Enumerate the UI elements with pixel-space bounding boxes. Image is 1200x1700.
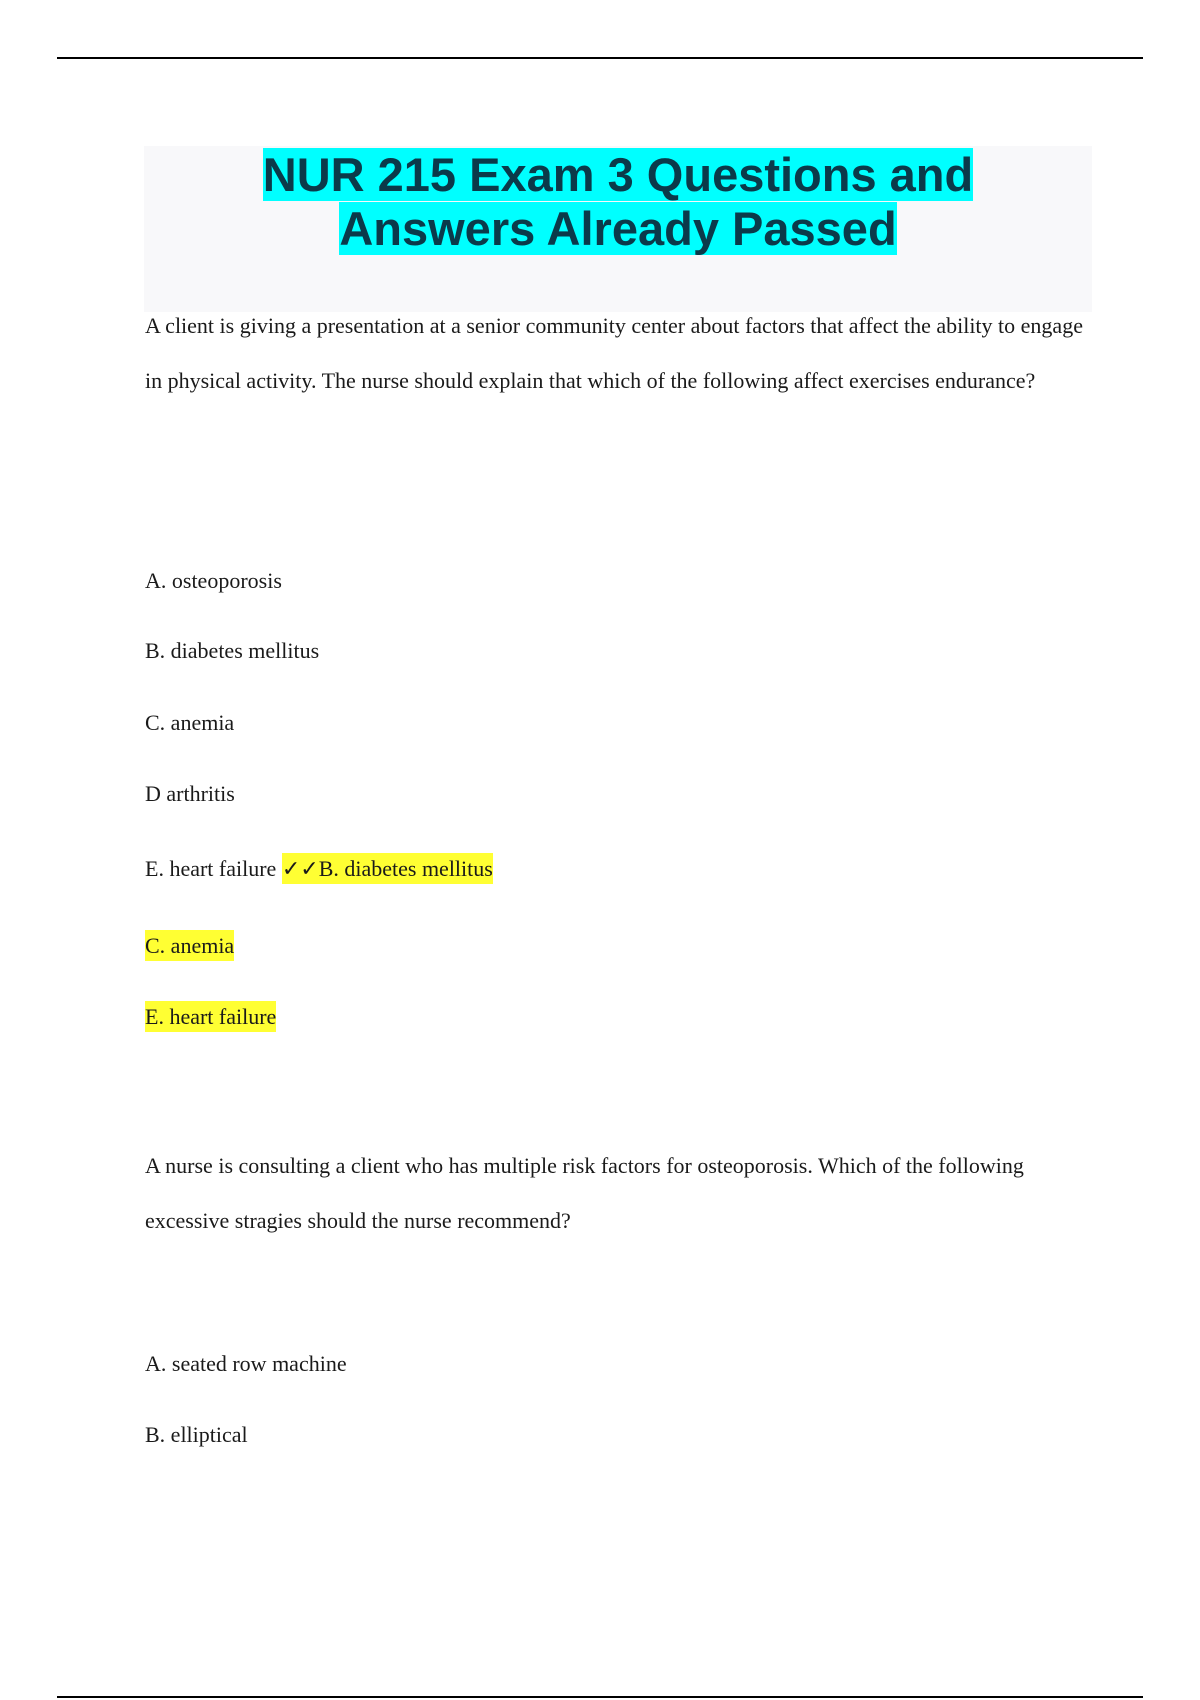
- answer-block-1: [282, 853, 493, 884]
- question-1-option-a: A. osteoporosis: [145, 568, 282, 593]
- question-1-prompt: A client is giving a presentation at a senior community center about factors that affect the ability to engage in physical activity. The nurse should explain that which of the following affect exercises endurance?: [145, 313, 1083, 393]
- answer-3: E. heart failure: [145, 1001, 276, 1032]
- question-1-option-e-line: [145, 856, 493, 882]
- title-line-1: NUR 215 Exam 3 Questions and: [262, 148, 974, 201]
- answer-2: C. anemia: [145, 930, 234, 961]
- answer-1: B. diabetes mellitus: [318, 856, 493, 881]
- header-rule: [57, 57, 1143, 59]
- footer-rule: [57, 1696, 1143, 1698]
- question-1-option-b: B. diabetes mellitus: [145, 638, 320, 663]
- answer-3-line: [145, 1004, 276, 1030]
- check-mark-icon: ✓✓: [281, 856, 319, 881]
- answer-2-line: [145, 933, 234, 959]
- question-1-option-e: E. heart failure: [145, 856, 277, 881]
- document-title: [144, 146, 1092, 256]
- question-1-option-d: D arthritis: [145, 781, 235, 806]
- title-line-2: Answers Already Passed: [339, 202, 897, 255]
- question-1-option-c: C. anemia: [145, 710, 235, 735]
- title-block: [144, 146, 1092, 312]
- question-2-prompt: A nurse is consulting a client who has multiple risk factors for osteoporosis. Which of the following excessive stragies should the nurse recommend?: [145, 1153, 1024, 1233]
- question-2-option-b: B. elliptical: [145, 1422, 248, 1447]
- question-2-option-a: A. seated row machine: [145, 1351, 347, 1376]
